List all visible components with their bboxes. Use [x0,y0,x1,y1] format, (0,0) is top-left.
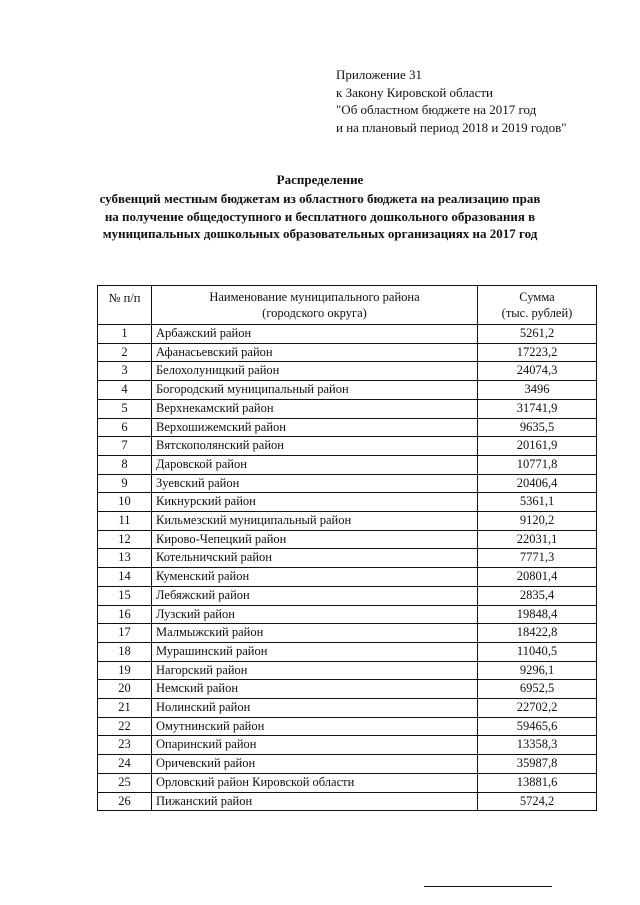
row-district-name: Нагорский район [152,661,478,680]
row-number: 4 [98,381,152,400]
row-number: 22 [98,717,152,736]
row-number: 12 [98,530,152,549]
table-row [98,455,597,474]
annex-law-title: "Об областном бюджете на 2017 год [336,102,537,117]
row-number: 13 [98,549,152,568]
annex-law-period: и на плановый период 2018 и 2019 годов" [336,119,567,135]
header-number [98,286,152,325]
row-number: 21 [98,699,152,718]
table-row [98,362,597,381]
row-sum: 11040,5 [478,642,597,661]
table-row [98,605,597,624]
document-heading: Распределение [276,172,364,187]
row-district-name: Малмыжский район [152,624,478,643]
row-number: 20 [98,680,152,699]
row-number: 24 [98,755,152,774]
row-district-name: Верхнекамский район [152,399,478,418]
subtitle-line-3: муниципальных дошкольных образовательных организациях на 2017 год [102,226,538,241]
header-sum-line1: Сумма [519,290,555,304]
table-row [98,661,597,680]
header-sum [478,286,597,325]
table-row [98,474,597,493]
row-district-name: Белохолуницкий район [152,362,478,381]
row-number: 3 [98,362,152,381]
row-district-name: Пижанский район [152,792,478,811]
header-sum-line2: (тыс. рублей) [501,306,573,320]
annex-law: к Закону Кировской области [336,84,493,100]
row-number: 6 [98,418,152,437]
row-district-name: Лебяжский район [152,586,478,605]
header-name [152,286,478,325]
row-number: 25 [98,773,152,792]
row-sum: 13881,6 [478,773,597,792]
row-sum: 3496 [478,381,597,400]
row-number: 17 [98,624,152,643]
row-district-name: Богородский муниципальный район [152,381,478,400]
row-number: 1 [98,325,152,344]
row-number: 11 [98,512,152,531]
table-row [98,792,597,811]
row-sum: 5261,2 [478,325,597,344]
table-row [98,437,597,456]
row-sum: 9635,5 [478,418,597,437]
row-district-name: Куменский район [152,568,478,587]
row-district-name: Лузский район [152,605,478,624]
row-sum: 17223,2 [478,343,597,362]
row-number: 5 [98,399,152,418]
row-district-name: Немский район [152,680,478,699]
row-number: 10 [98,493,152,512]
row-district-name: Кирово-Чепецкий район [152,530,478,549]
annex-reference [336,66,567,136]
row-number: 19 [98,661,152,680]
row-sum: 18422,8 [478,624,597,643]
row-sum: 2835,4 [478,586,597,605]
row-number: 18 [98,642,152,661]
budget-table [97,285,597,811]
table-row [98,624,597,643]
annex-number: Приложение 31 [336,67,423,82]
row-number: 2 [98,343,152,362]
table-row [98,343,597,362]
row-sum: 6952,5 [478,680,597,699]
row-number: 7 [98,437,152,456]
row-sum: 7771,3 [478,549,597,568]
row-district-name: Кильмезский муниципальный район [152,512,478,531]
table-header-row [98,286,597,325]
row-sum: 20161,9 [478,437,597,456]
row-sum: 10771,8 [478,455,597,474]
row-sum: 9296,1 [478,661,597,680]
row-number: 23 [98,736,152,755]
row-number: 15 [98,586,152,605]
table-row [98,325,597,344]
row-district-name: Оричевский район [152,755,478,774]
subtitle-line-2: на получение общедоступного и бесплатного дошкольного образования в [104,208,536,224]
table-row [98,399,597,418]
row-sum: 20406,4 [478,474,597,493]
table-row [98,642,597,661]
table-row [98,773,597,792]
row-district-name: Омутнинский район [152,717,478,736]
table-row [98,680,597,699]
row-district-name: Мурашинский район [152,642,478,661]
row-district-name: Орловский район Кировской области [152,773,478,792]
row-sum: 20801,4 [478,568,597,587]
row-number: 26 [98,792,152,811]
row-district-name: Нолинский район [152,699,478,718]
row-district-name: Афанасьевский район [152,343,478,362]
table-row [98,512,597,531]
table-row [98,530,597,549]
table-row [98,418,597,437]
table-row [98,755,597,774]
table-row [98,699,597,718]
subtitle-line-1: субвенций местным бюджетам из областного бюджета на реализацию прав [99,191,541,206]
row-sum: 22702,2 [478,699,597,718]
table-body [98,325,597,811]
row-sum: 19848,4 [478,605,597,624]
row-sum: 31741,9 [478,399,597,418]
row-number: 9 [98,474,152,493]
row-sum: 35987,8 [478,755,597,774]
row-district-name: Кикнурский район [152,493,478,512]
row-sum: 5724,2 [478,792,597,811]
row-sum: 9120,2 [478,512,597,531]
row-sum: 24074,3 [478,362,597,381]
table-row [98,568,597,587]
row-district-name: Вятскополянский район [152,437,478,456]
table-row [98,381,597,400]
row-district-name: Арбажский район [152,325,478,344]
header-name-line1: Наименование муниципального района [209,290,420,304]
row-number: 8 [98,455,152,474]
row-number: 16 [98,605,152,624]
row-sum: 13358,3 [478,736,597,755]
row-district-name: Котельничский район [152,549,478,568]
row-district-name: Зуевский район [152,474,478,493]
table-row [98,736,597,755]
document-subtitle [36,190,604,243]
header-name-line2: (городского округа) [262,306,367,320]
row-number: 14 [98,568,152,587]
table-row [98,549,597,568]
table-row [98,717,597,736]
header-number-text: № п/п [108,291,141,305]
table-row [98,493,597,512]
row-district-name: Даровской район [152,455,478,474]
row-district-name: Верхошижемский район [152,418,478,437]
signature-line [424,886,552,887]
row-sum: 59465,6 [478,717,597,736]
row-district-name: Опаринский район [152,736,478,755]
row-sum: 5361,1 [478,493,597,512]
row-sum: 22031,1 [478,530,597,549]
table-row [98,586,597,605]
